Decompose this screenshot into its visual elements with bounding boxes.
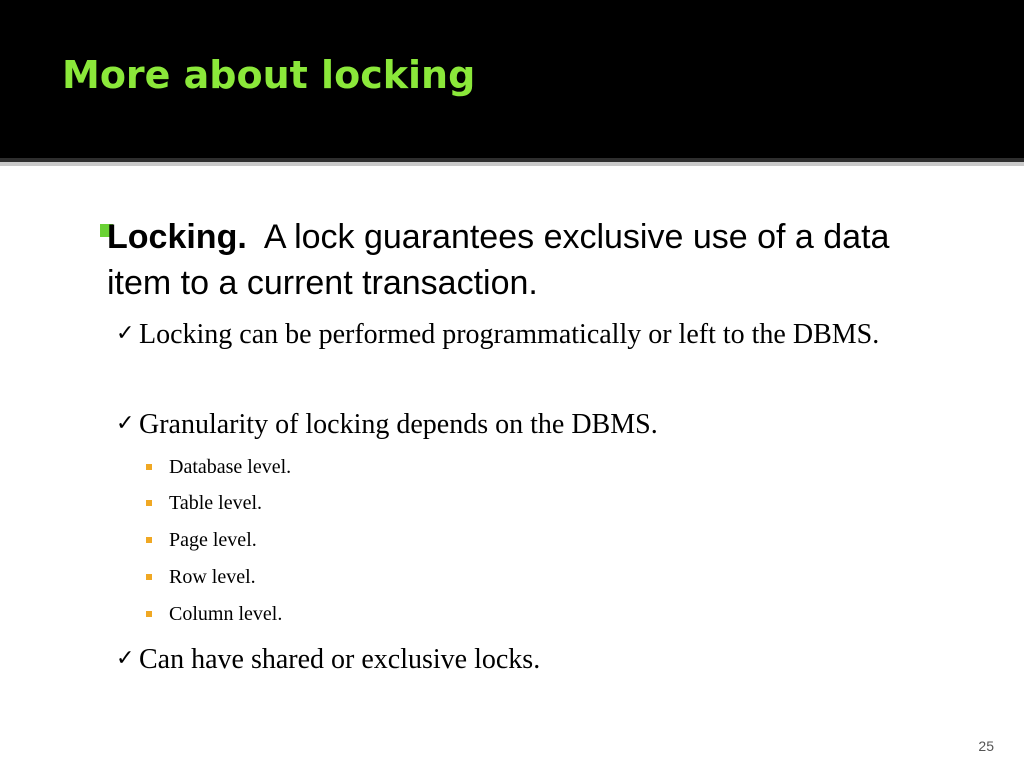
small-square-bullet-icon: [146, 464, 152, 470]
sub-bullet-programmatic: Locking can be performed programmatically or left to the DBMS.: [139, 319, 880, 350]
level-item-database: Database level.: [169, 456, 292, 478]
page-number: 25: [978, 738, 994, 754]
slide-title: More about locking: [62, 53, 476, 97]
level-item-table: Table level.: [169, 492, 262, 514]
small-square-bullet-icon: [146, 500, 152, 506]
sub-bullet-granularity: Granularity of locking depends on the DBMS.: [139, 409, 658, 440]
level-item-row: Row level.: [169, 566, 256, 588]
small-square-bullet-icon: [146, 574, 152, 580]
checkmark-icon: ✓: [116, 321, 135, 346]
level-item-page: Page level.: [169, 529, 257, 551]
checkmark-icon: ✓: [116, 411, 135, 436]
small-square-bullet-icon: [146, 611, 152, 617]
slide-header: [0, 0, 1024, 158]
header-divider-light: [0, 162, 1024, 166]
bullet-locking: [107, 214, 957, 306]
small-square-bullet-icon: [146, 537, 152, 543]
level-item-column: Column level.: [169, 603, 283, 625]
bullet-lead: Locking.: [107, 218, 247, 256]
sub-bullet-locks: Can have shared or exclusive locks.: [139, 644, 541, 675]
bullet-text: A lock guarantees exclusive use of a data item to a current transaction.: [107, 218, 890, 302]
checkmark-icon: ✓: [116, 646, 135, 671]
